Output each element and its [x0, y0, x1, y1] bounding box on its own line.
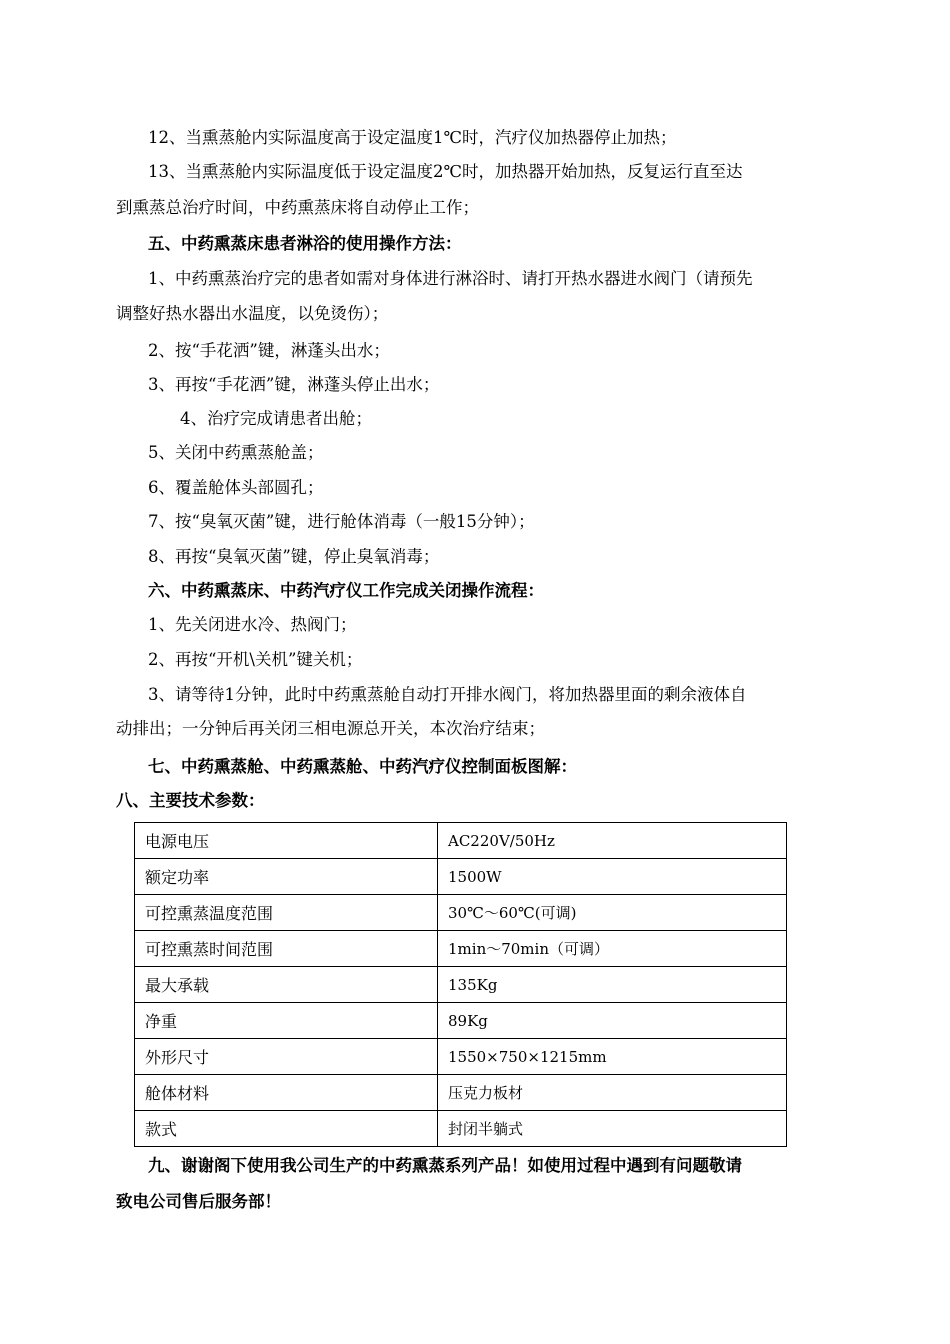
table-row — [135, 823, 787, 859]
spec-value: 135Kg — [438, 967, 787, 1003]
spec-label: 可控熏蒸时间范围 — [135, 931, 438, 967]
step-13-continued: 到熏蒸总治疗时间，中药熏蒸床将自动停止工作； — [116, 198, 479, 217]
spec-label: 舱体材料 — [135, 1075, 438, 1111]
table-row — [135, 1111, 787, 1147]
table-row — [135, 1075, 787, 1111]
table-row — [135, 931, 787, 967]
section-5-item-2: 2、按“手花洒”键，淋蓬头出水； — [148, 341, 390, 360]
spec-value: AC220V/50Hz — [438, 823, 787, 859]
spec-label: 外形尺寸 — [135, 1039, 438, 1075]
section-5-item-7: 7、按“臭氧灭菌”键，进行舱体消毒（一般15分钟）； — [148, 512, 535, 531]
section-6-item-3: 3、请等待1分钟，此时中药熏蒸舱自动打开排水阀门，将加热器里面的剩余液体自 — [148, 685, 747, 704]
table-row — [135, 1039, 787, 1075]
table-row — [135, 967, 787, 1003]
spec-label: 可控熏蒸温度范围 — [135, 895, 438, 931]
table-row — [135, 859, 787, 895]
spec-value: 封闭半躺式 — [438, 1111, 787, 1147]
section-5-item-5: 5、关闭中药熏蒸舱盖； — [148, 443, 324, 462]
section-6-heading: 六、中药熏蒸床、中药汽疗仪工作完成关闭操作流程： — [148, 581, 544, 600]
step-12: 12、当熏蒸舱内实际温度高于设定温度1℃时，汽疗仪加热器停止加热； — [148, 128, 677, 147]
spec-label: 款式 — [135, 1111, 438, 1147]
section-5-item-8: 8、再按“臭氧灭菌”键，停止臭氧消毒； — [148, 547, 440, 566]
section-9-text-continued: 致电公司售后服务部！ — [116, 1192, 281, 1211]
section-9-text: 九、谢谢阁下使用我公司生产的中药熏蒸系列产品！如使用过程中遇到有问题敬请 — [148, 1156, 742, 1175]
section-6-item-1: 1、先关闭进水冷、热阀门； — [148, 615, 357, 634]
table-row — [135, 1003, 787, 1039]
section-5-item-6: 6、覆盖舱体头部圆孔； — [148, 478, 324, 497]
section-6-item-2: 2、再按“开机\关机”键关机； — [148, 650, 363, 669]
section-6-item-3-continued: 动排出；一分钟后再关闭三相电源总开关，本次治疗结束； — [116, 719, 545, 738]
section-5-item-4: 4、治疗完成请患者出舱； — [180, 409, 372, 428]
section-5-item-3: 3、再按“手花洒”键，淋蓬头停止出水； — [148, 375, 440, 394]
spec-value: 89Kg — [438, 1003, 787, 1039]
spec-value: 1550×750×1215mm — [438, 1039, 787, 1075]
section-8-heading: 八、主要技术参数： — [116, 791, 265, 810]
step-13: 13、当熏蒸舱内实际温度低于设定温度2℃时，加热器开始加热，反复运行直至达 — [148, 162, 743, 181]
spec-value: 压克力板材 — [438, 1075, 787, 1111]
spec-label: 额定功率 — [135, 859, 438, 895]
section-7-heading: 七、中药熏蒸舱、中药熏蒸舱、中药汽疗仪控制面板图解： — [148, 757, 577, 776]
spec-label: 净重 — [135, 1003, 438, 1039]
table-row — [135, 895, 787, 931]
spec-label: 最大承载 — [135, 967, 438, 1003]
spec-label: 电源电压 — [135, 823, 438, 859]
spec-table — [134, 822, 787, 1147]
spec-value: 30℃～60℃(可调) — [438, 895, 787, 931]
spec-value: 1500W — [438, 859, 787, 895]
section-5-heading: 五、中药熏蒸床患者淋浴的使用操作方法： — [148, 234, 462, 253]
section-5-item-1: 1、中药熏蒸治疗完的患者如需对身体进行淋浴时、请打开热水器进水阀门（请预先 — [148, 269, 753, 288]
section-5-item-1-continued: 调整好热水器出水温度，以免烫伤）； — [116, 304, 389, 323]
spec-value: 1min～70min（可调） — [438, 931, 787, 967]
